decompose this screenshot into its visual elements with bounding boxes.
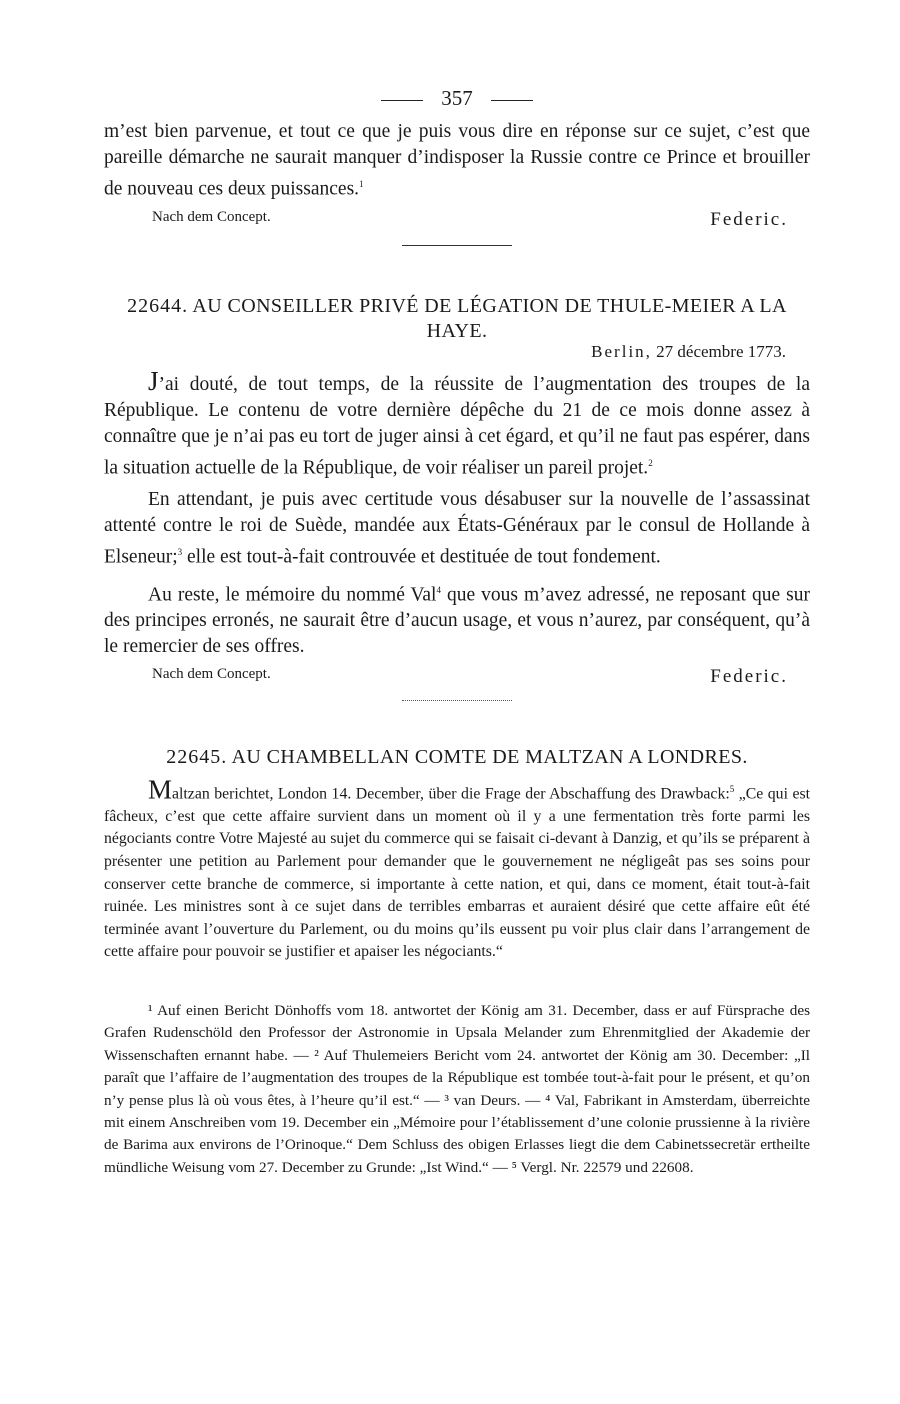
initial: M: [148, 774, 173, 805]
paragraph: Au reste, le mémoire du nommé Val$^4$ que vous m’avez adressé, ne reposant que sur des principes erronés, ne saurait être d’aucun usage, et vous n’aurez, par conséquent, qu’à le remercier de ses offres.: [104, 584, 810, 657]
signature-block: [104, 666, 810, 688]
date: 27 décembre 1773.: [656, 341, 786, 361]
summary-paragraph: Maltzan berichtet, London 14. December, über die Frage der Abschaffung des Drawback:$^5$ „Ce qui est fâcheux, c’est que cette affaire survient dans un moment où il y a une fermentation très forte parmi les négociants contre Votre Majesté au sujet du commerce qui se faisait ci-devant à Danzig, et qu’ils se préparent à présenter une petition au Parlement pour demander que le gouvernement ne négligeât pas ses soins pour conserver cette branche de commerce, si importante à cette nation, et qui, dans ce moment, était tout-à-fait ruinée. Les ministres sont à ce sujet dans de terribles embarras et auraient désiré que cette affaire eût été terminée avant l’ouverture du Parlement, ou du moins qu’ils eussent pu voir plus clair dans l’arrangement de cette affaire pour pouvoir se justifier et apaiser les négociants.“: [104, 774, 810, 961]
source-note: Nach dem Concept.: [152, 666, 271, 682]
signature: Federic.: [710, 666, 788, 687]
footnote-ref: 4: [436, 584, 441, 595]
letter-title: AU CONSEILLER PRIVÉ DE LÉGATION DE THULE-MEIER A LA HAYE.: [192, 294, 787, 342]
letter-number: 22645.: [166, 746, 228, 768]
paragraph: J’ai douté, de tout temps, de la réussite de l’augmentation des troupes de la République. Le contenu de votre dernière dépêche du 21 de ce mois donne assez à connaître que je n’ai pas eu tort de juger ainsi à cet égard, et qu’il ne faut pas espérer, dans la situation actuelle de la République, de voir réaliser un pareil projet.$^2$: [104, 365, 810, 478]
continued-paragraph: m’est bien parvenue, et tout ce que je puis vous dire en réponse sur ce sujet, c’est que pareille démarche ne saurait manquer d’indisposer la Russie contre ce Prince et brouiller de nouveau ces deux puissances.$^1$: [104, 121, 810, 200]
section-divider: [402, 700, 512, 701]
signature: Federic.: [710, 208, 788, 230]
paragraph: En attendant, je puis avec certitude vous désabuser sur la nouvelle de l’assassinat attenté contre le roi de Suède, mandée aux États-Généraux par le consul de Hollande à Elseneur;$^3$ elle est tout-à-fait controuvée et destituée de tout fondement.: [104, 489, 810, 568]
signature-block: [104, 209, 810, 231]
dateline: [104, 342, 810, 362]
initial: J: [148, 365, 159, 396]
header-dash-left: [381, 100, 423, 101]
letter-title: AU CHAMBELLAN COMTE DE MALTZAN A LONDRES.: [231, 746, 748, 768]
place: Berlin,: [591, 341, 652, 361]
page: [104, 86, 810, 1179]
letter-heading: [104, 745, 810, 770]
section-divider: [402, 245, 512, 246]
footnote-ref: 1: [359, 179, 364, 189]
footnote-ref: 3: [177, 547, 183, 557]
footnotes: ¹ Auf einen Bericht Dönhoffs vom 18. antwortet der König am 31. December, dass er auf Fürsprache des Grafen Rudenschöld den Professor der Astronomie in Upsala Melander zum Ehrenmitglied der Akademie der Wissenschaften ernannt habe. — ² Auf Thulemeiers Bericht vom 24. antwortet der König am 30. December: „Il paraît que l’affaire de l’augmentation des troupes de la République est tombée tout-à-fait pour le présent, et qu’on n’y pense plus là où vous êtes, à l’heure qu’il est.“ — ³ van Deurs. — ⁴ Val, Fabrikant in Amsterdam, überreichte mit einem Anschreiben vom 19. December ein „Mémoire pour l’établissement d’une colonie prussienne à la rivière de Barima aux environs de l’Orinoque.“ Dem Schluss des obigen Erlasses liegt die dem Cabinetssecretär ertheilte mündliche Weisung vom 27. December zu Grunde: „Ist Wind.“ — ⁵ Vergl. Nr. 22579 und 22608.: [104, 1002, 810, 1176]
page-header: [104, 86, 810, 111]
source-note: Nach dem Concept.: [152, 208, 271, 225]
footnote-ref: 2: [648, 457, 653, 468]
footnote-ref: 5: [729, 784, 735, 794]
letter-number: 22644.: [127, 294, 189, 317]
header-dash-right: [491, 100, 533, 101]
letter-heading: [104, 294, 810, 344]
page-number: 357: [441, 86, 473, 110]
